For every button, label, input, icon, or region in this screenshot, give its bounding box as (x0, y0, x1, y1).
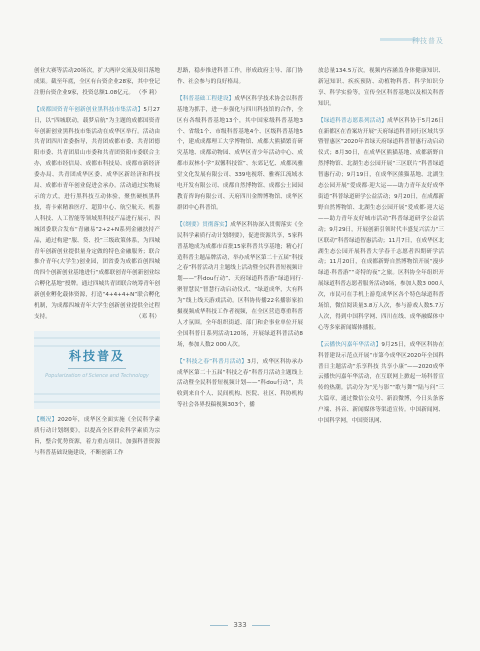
section-tag: 科技普及 (412, 37, 444, 45)
section-title: 【“科技之春”科普月活动】 (177, 358, 248, 365)
section-paragraph: 【云播快闪嘉年华活动】9月25日，成华区科协在科普建设示范点开展“市第今成华区2020年全国科普日主题活动“乐享科技 共享小康”——2020成华云播快闪嘉年华活动，在互联网上掀起一场科普宣传的热潮。活动分为“光与影”“歌与舞”“陆与问”三大篇章，通过微信公众号、新浪微博，今日头条客户端、抖音、新闻媒体等渠道宣传。中国新闻网、中国科学网，中国资讯网、 (318, 341, 444, 425)
paragraph: 放总量134.5万次，视频内容涵盖身体健康知识、新冠知识、疾疾预防、动植物科普、科学知识分享、科学实验等，宣传全区科普基地以及相关科普知识。 (318, 68, 444, 107)
section-banner (34, 331, 160, 409)
banner-title: 科技普及 (68, 348, 125, 363)
paragraph: 思路，稳步推进科普工作，形成政府主导、部门协作、社会参与的良好格局。 (177, 68, 303, 85)
column-2 (177, 66, 303, 411)
column-3 (318, 66, 444, 427)
section-paragraph: 【科普基础工程建设】成华区科学技术协会以科普基地为抓手，进一步强化与四川科技馆的合作，全区有各级科普基地13个，其中国家级科普基地3个、省级1个、市级科普基地4个、区级科普基地5个，建成成都理工大学博物馆、成都大熊猫繁育研究基地、成都动物园、成华区青少年活动中心、成都市双林小学“双馨科技馆”、东郊记忆、成都凤雅堂文化发展有限公司、339电视塔、雅赛江流域水电开发有限公司、成都自然博物馆、成都公土园园教育咨询有限公司、天府四川金牌博物馆、成华区群团中心科普馆。 (177, 95, 303, 211)
section-paragraph: 【概况】2020年，成华区全面实施《全民科学素质行动计划纲要》，以提高全区群众科学素质为宗旨，整合优势资源，着力重点项目，加强科普资源与科普基础设施建设，不断创新工作 (34, 416, 160, 456)
section-title: 【成都国资青年创新创业黑科技市集活动】 (34, 106, 144, 113)
page-number: 333 (0, 621, 480, 629)
section-paragraph: 【“科技之春”科普月活动】3月，成华区科协承办成华区第二十五届“科技之春”科普月活动主题线上活动暨全民科普短视频计划——“科dou行动”，共收到来自个人、民间机构、医院、社区、科协机构等社会各界投稿视频303个，播 (177, 358, 304, 409)
paragraph: 创业大赛等活动20场次，扩大两岸交流及项目落地成果。截至年底，全区有台资企业28家，其中登记注册台资企业9家，投资总额1.08亿元。 （李 莉） (34, 66, 160, 99)
section-paragraph: 【成都国资青年创新创业黑科技市集活动】5月27日，以“四城联动，载梦启航”为主题的成都国资青年创新创业黑科技市集活动在成华区举行。活动由共青团四川省委指导，共青团成都市委、共青团德阳市委、共青团眉山市委和共青团资阳市委联合主办，成都市经信局、成都市科技局、成都市新经济委办局、共青团成华区委、成华区新经济和科技局、成都市青年创业促进会承办。活动通过实物展示的方式，进行黑科技互动体验，聚焦硬核黑科技，将卡索精准医疗、超算中心、航空航天、机器人科技、人工智能等领域黑科技产品进行展示，四城团委联合发布“青融易”2+2+N系列金融扶持产品，通过构建“服、贷、投”三级政策体系，为四城青年创新创业提供量身定做的特色金融服务；联合推介青年(大学生)创业园，团省委为成都首创四城的四个创新创业基地进行“成都联创青年创新创业综合孵化基地”授牌。通过四城共青团联合统筹青年创新创业孵化载体资源，打造“4+4+4+N”联合孵化机制，为成都四城青年大学生创新创业提供全过程支持。 （邓 科） (34, 105, 160, 323)
author-credit: （李 莉） (135, 89, 160, 96)
author-credit: （邓 科） (135, 313, 160, 320)
section-paragraph: 【《纲要》贯彻落实】成华区科协深入贯彻落实《全民科学素质行动计划纲要》，促进资源共享，5家科普基地成为成都市首批15家科普共享基地；精心打造科普主题品牌活动，举办成华区第二十五届“科技之春”科普活动月主题线上活动暨全民科普短视频计划——“科dou行动”、天府绿道科普游“绿道同行·聚智慧民”智慧行动启动仪式、“绿道成华，大有科为”线上线天游戏活动。区科协传播22名播影家拍摄视频成华科技工作者视频，在全区营造尊重科普人才氛围。全年组织街道、部门和企事业单位开展全国科普日系列活动120场，开展绿道科普活动8场，参加人数2 000人次。 (177, 221, 303, 348)
column-1 (34, 66, 160, 458)
section-title: 【绿道科普志愿系列活动】 (318, 117, 388, 124)
section-title: 【云播快闪嘉年华活动】 (318, 341, 382, 348)
section-paragraph: 【绿道科普志愿系列活动】成华区科协于5月26日在新都区在香案坊开展“天府绿道科普同行区域共享暨智惠区”2020年省绿天府绿道科普智惠行动启动仪式；8月30日，在成华区熊猫基地、成都新野自然博物馆、北湖生态公园开展“三区联片”科普绿道智惠行动；9月19日，在成华区熊猫基地、北湖生态公园开展“爱成都·迎大运——助力青年友好成华街道”科普绿道研学公益活动；9月20日，在成都新野自然博物馆、北湖生态公园开展“爱成都·迎大运——助力青年友好城市活动”科普绿道研学公益活动；9月29日，开展创新引领时代丰盛复兴活力“三区联动”科普绿道智惠活动；11月7日，在成华区北湖生态公园开展科普大学春千志愿者四期研学活动；11月20日，在成都新野自然博物馆开展“漫步绿道·科普游”“奇特的夜”之旅。区科协全年组织开展绿道科普志愿者服务活动9场，参加人数3 000人次，市民可在手机上游览成华区各个特色绿道科普场馆，微信阅读量3.8万人次，参与游戏人数5.7万人次，得到中国科学网、四川在线、成华融媒体中心等多家新闻媒体播报。 (318, 117, 444, 331)
section-title: 【《纲要》贯彻落实】 (177, 221, 231, 228)
banner-subtitle: Popularization of Science and Technology (45, 372, 149, 379)
section-title: 【概况】 (34, 416, 58, 423)
section-title: 【科普基础工程建设】 (177, 95, 235, 102)
